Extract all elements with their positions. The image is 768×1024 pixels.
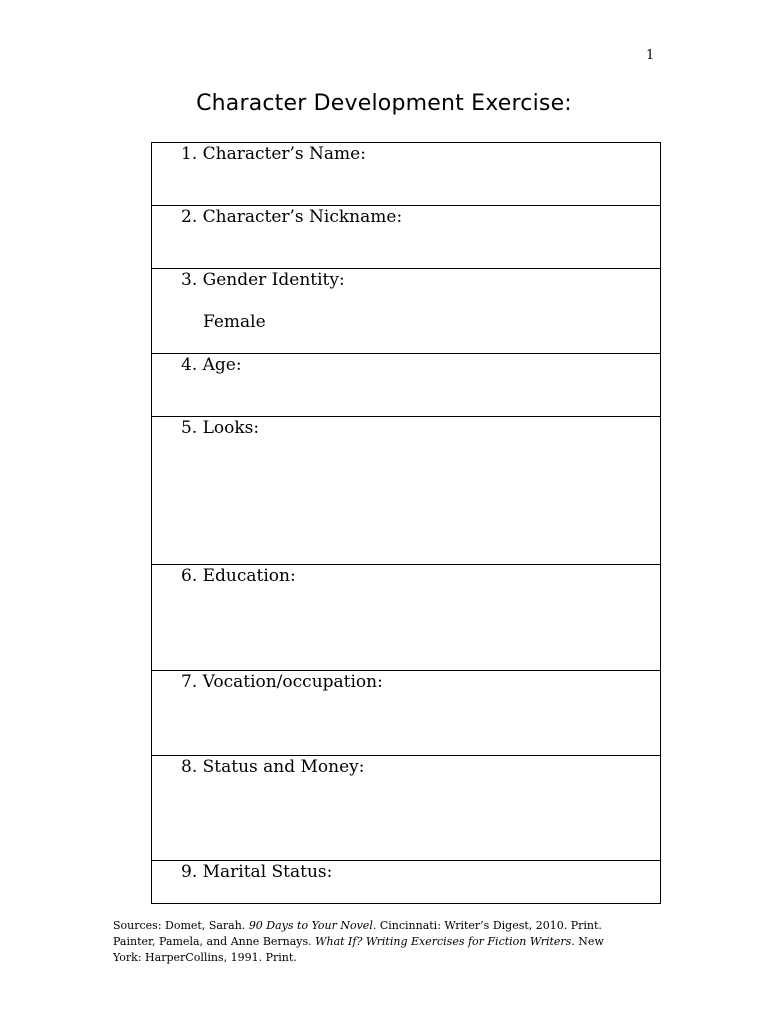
form-cell-nickname[interactable] <box>152 206 661 269</box>
source-1-prefix: Sources: Domet, Sarah. <box>113 919 249 932</box>
table-row <box>152 417 661 565</box>
source-1-suffix: . Cincinnati: Writer’s Digest, 2010. Print. <box>372 919 602 932</box>
table-row <box>152 269 661 354</box>
table-row <box>152 565 661 671</box>
table-row <box>152 756 661 861</box>
form-cell-vocation[interactable] <box>152 671 661 756</box>
field-value-gender: Female <box>203 312 266 332</box>
sources-footnote <box>113 918 633 966</box>
source-2-suffix: . New York: HarperCollins, 1991. Print. <box>113 935 604 964</box>
character-form-table <box>151 142 661 904</box>
form-cell-marital[interactable] <box>152 861 661 904</box>
source-1-title: 90 Days to Your Novel <box>248 919 373 932</box>
form-cell-name[interactable] <box>152 143 661 206</box>
form-cell-status-money[interactable] <box>152 756 661 861</box>
table-row <box>152 143 661 206</box>
field-label-age: 4. Age: <box>181 355 242 375</box>
form-cell-gender[interactable] <box>152 269 661 354</box>
field-label-marital: 9. Marital Status: <box>181 862 333 882</box>
form-cell-looks[interactable] <box>152 417 661 565</box>
source-2-title: What If? Writing Exercises for Fiction Writers <box>315 935 572 948</box>
field-label-nickname: 2. Character’s Nickname: <box>181 207 403 227</box>
table-row <box>152 861 661 904</box>
form-cell-education[interactable] <box>152 565 661 671</box>
field-label-status-money: 8. Status and Money: <box>181 757 365 777</box>
field-label-looks: 5. Looks: <box>181 418 260 438</box>
table-row <box>152 206 661 269</box>
field-label-education: 6. Education: <box>181 566 296 586</box>
field-label-vocation: 7. Vocation/occupation: <box>181 672 383 692</box>
form-cell-age[interactable] <box>152 354 661 417</box>
field-label-name: 1. Character’s Name: <box>181 144 366 164</box>
source-2-prefix: Painter, Pamela, and Anne Bernays. <box>113 935 316 948</box>
table-row <box>152 354 661 417</box>
table-row <box>152 671 661 756</box>
field-label-gender: 3. Gender Identity: <box>181 270 345 290</box>
page-number: 1 <box>646 48 655 63</box>
page-title: Character Development Exercise: <box>196 91 572 116</box>
